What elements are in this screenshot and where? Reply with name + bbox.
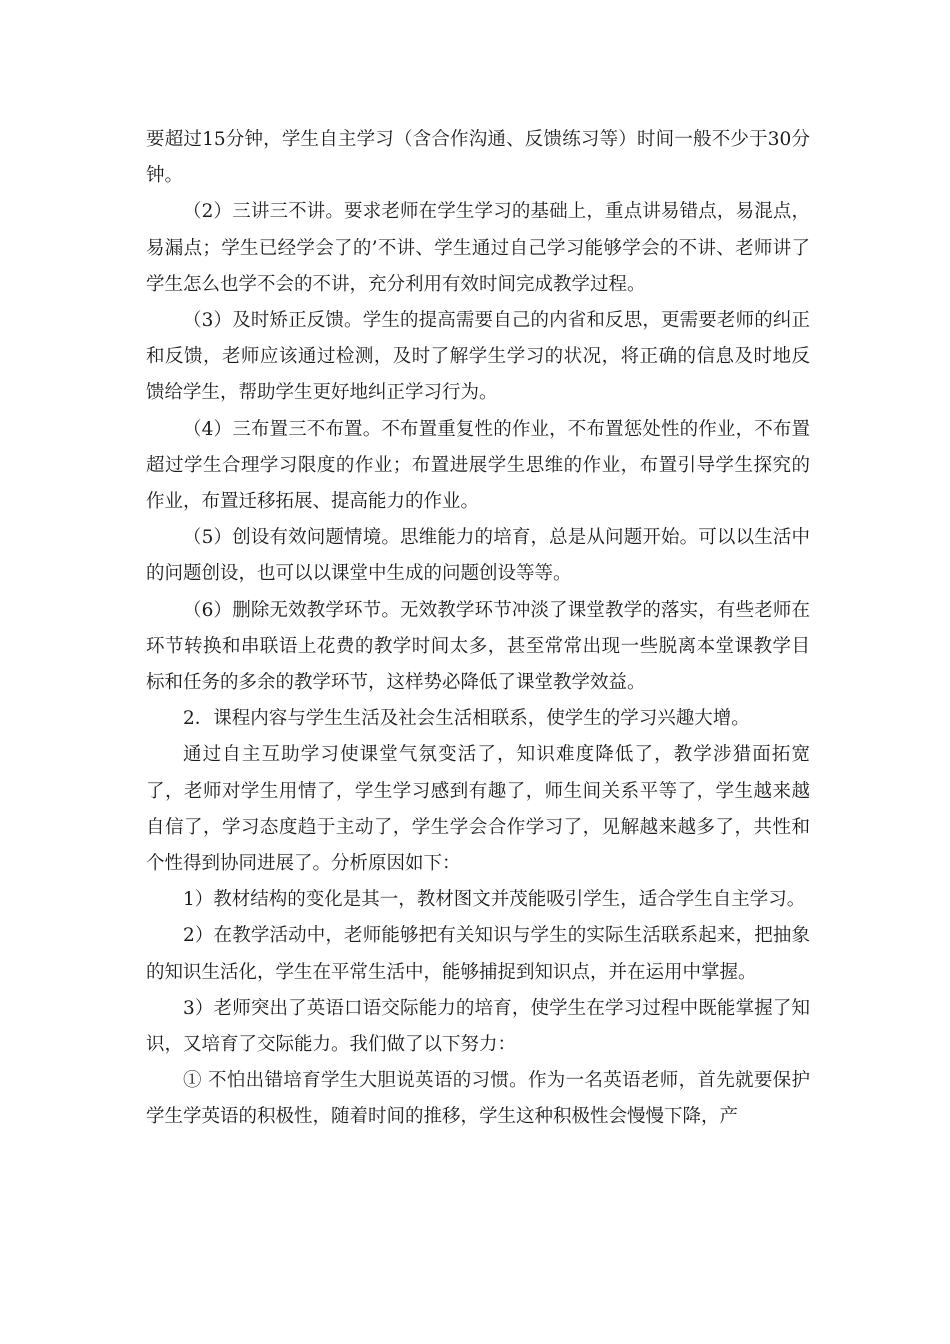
paragraph-11: 3）老师突出了英语口语交际能力的培育，使学生在学习过程中既能掌握了知识，又培育了交际能力。我们做了以下努力： — [146, 997, 810, 1056]
paragraph-2: （2）三讲三不讲。要求老师在学生学习的基础上，重点讲易错点，易混点，易漏点；学生已经学会了的’不讲、学生通过自己学习能够学会的不讲、老师讲了学生怎么也学不会的不讲，充分利用有效时间完成教学过程。 — [146, 201, 810, 295]
paragraph-6: （6）删除无效教学环节。无效教学环节冲淡了课堂教学的落实，有些老师在环节转换和串联语上花费的教学时间太多，甚至常常出现一些脱离本堂课教学目标和任务的多余的教学环节，这样势必降低了课堂教学效益。 — [146, 599, 810, 694]
section-heading: 2．课程内容与学生生活及社会生活相联系，使学生的学习兴趣大增。 — [183, 708, 750, 730]
paragraph-4: （4）三布置三不布置。不布置重复性的作业，不布置惩处性的作业，不布置超过学生合理学习限度的作业；布置进展学生思维的作业，布置引导学生探究的作业，布置迁移拓展、提高能力的作业。 — [146, 418, 810, 513]
paragraph-3: （3）及时矫正反馈。学生的提高需要自己的内省和反思，更需要老师的纠正和反馈，老师应该通过检测，及时了解学生学习的状况，将正确的信息及时地反馈给学生，帮助学生更好地纠正学习行为。 — [146, 310, 810, 404]
document-body — [146, 122, 810, 1136]
paragraph-9: 1）教材结构的变化是其一，教材图文并茂能吸引学生，适合学生自主学习。 — [183, 889, 806, 911]
paragraph-12: ① 不怕出错培育学生大胆说英语的习惯。作为一名英语老师，首先就要保护学生学英语的积极性，随着时间的推移，学生这种积极性会慢慢下降，产 — [146, 1070, 810, 1128]
paragraph-10: 2）在教学活动中，老师能够把有关知识与学生的实际生活联系起来，把抽象的知识生活化，学生在平常生活中，能够捕捉到知识点，并在运用中掌握。 — [146, 925, 810, 983]
paragraph-8: 通过自主互助学习使课堂气氛变活了，知识难度降低了，教学涉猎面拓宽了，老师对学生用情了，学生学习感到有趣了，师生间关系平等了，学生越来越自信了，学习态度趋于主动了，学生学会合作学习了，见解越来越多了，共性和个性得到协同进展了。分析原因如下： — [146, 744, 810, 875]
paragraph-5: （5）创设有效问题情境。思维能力的培育，总是从问题开始。可以以生活中的问题创设，也可以以课堂中生成的问题创设等等。 — [146, 527, 810, 585]
paragraph-1: 要超过15分钟，学生自主学习（含合作沟通、反馈练习等）时间一般不少于30分钟。 — [146, 129, 810, 187]
